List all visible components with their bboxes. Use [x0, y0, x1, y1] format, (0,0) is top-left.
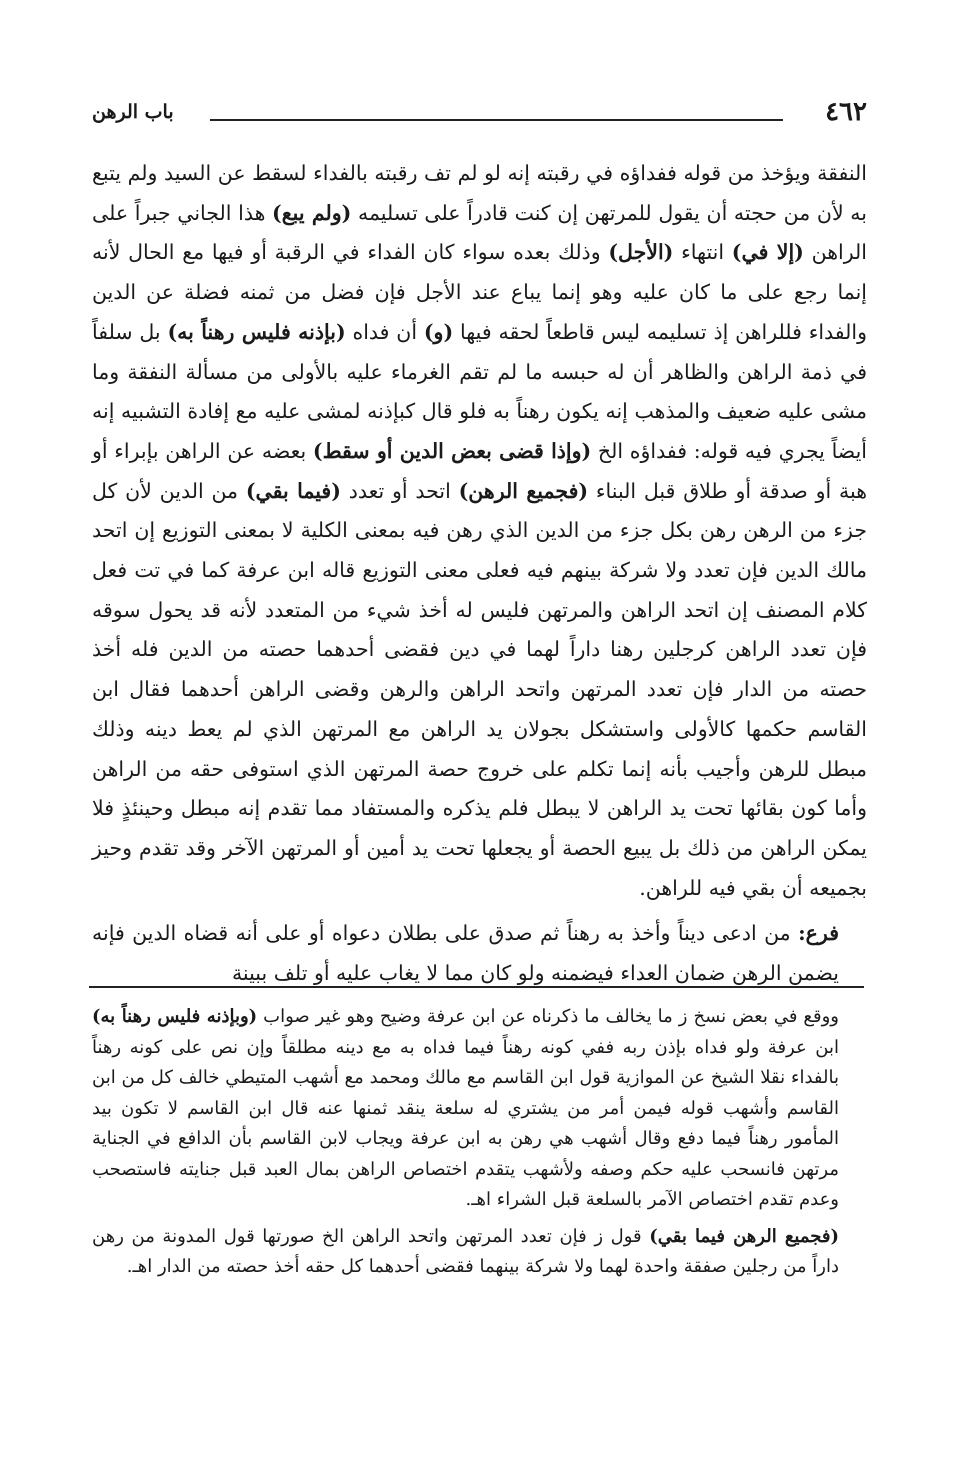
branch-paragraph: [92, 914, 867, 993]
page-header: [92, 96, 867, 130]
text-run: أن فداه: [345, 319, 424, 344]
matn-quote: (فجميع الرهن): [458, 478, 589, 503]
header-rule: [210, 119, 783, 121]
matn-quote: (الأجل): [608, 240, 674, 265]
matn-quote: (وبإذنه فليس رهناً به): [92, 1006, 258, 1027]
footnote: [92, 1002, 867, 1216]
matn-quote: (فجميع الرهن فيما بقي): [649, 1225, 839, 1247]
branch-label: فرع:: [798, 921, 839, 946]
text-run: ابن عرفة ولو فداه بإذن ربه ففي كونه رهناً فيما فداه به مع دينه مطلقاً وإن نص على كونه رهناً بالفداء نقلا الشيخ عن الموازية قول ابن القاسم مع مالك ومحمد مع أشهب المتيطي خالف كل من ابن القاسم وأشهب قوله فيمن أمر من يشتري له سلعة ينقد ثمنها عنه قال ابن القاسم لا تكون بيد المأمور رهناً فيما دفع وقال أشهب هي رهن به ابن عرفة ويجاب لابن القاسم بأن الدافع في الجناية مرتهن فانسحب عليه حكم وصفه ولأشهب يتقدم اختصاص الراهن بمال العبد قبل جنايته فاستصحب وعدم تقدم اختصاص الآمر بالسلعة قبل الشراء اهـ.: [92, 1036, 839, 1210]
text-run: بعضه عن الراهن بإبراء أو هبة أو صدقة أو طلاق قبل البناء: [92, 438, 868, 503]
footnote-separator: [89, 986, 864, 988]
matn-quote: (ولم يبع): [272, 200, 352, 225]
footnote: [92, 1222, 867, 1283]
matn-quote: (بإذنه فليس رهناً به): [167, 319, 346, 344]
text-run: بل سلفاً في ذمة الراهن والظاهر أن له حبسه ما لم تقم الغرماء عليه بالأولى من مسألة النفقة وما مشى عليه ضعيف والمذهب إنه يكون رهناً به فلو قال كبإذنه لمشى عليه مع إفادة التشبيه إنه أيضاً يجري فيه قوله: ففداؤه الخ: [92, 319, 867, 463]
text-run: قول ز فإن تعدد المرتهن واتحد الراهن الخ صورتها قول المدونة من رهن داراً من رجلين صفقة واحدة لهما ولا شركة بينهما فقضى أحدهما كل حقه أخذ حصته من الدار اهـ.: [92, 1225, 839, 1277]
text-run: انتهاء: [673, 240, 732, 265]
footnotes: [92, 1002, 867, 1283]
text-run: ووقع في بعض نسخ ز ما يخالف ما ذكرناه عن ابن عرفة وضيح وهو غير صواب: [257, 1006, 840, 1027]
running-title: باب الرهن: [92, 101, 174, 123]
main-text: [92, 154, 867, 994]
main-paragraph: [92, 154, 867, 908]
text-run: من الدين لأن كل جزء من الرهن رهن بكل جزء من الدين الذي رهن فيه بمعنى الكلية لا بمعنى التوزيع إن اتحد مالك الدين فإن تعدد ولا شركة بينهم فيه فعلى معنى التوزيع قاله ابن عرفة كما في تت فعل كلام المصنف إن اتحد الراهن والمرتهن فليس له أخذ شيء من المتعدد لأنه قد يحول سوقه فإن تعدد الراهن كرجلين رهنا داراً لهما في دين فقضى أحدهما حصته من الدين فله أخذ حصته من الدار فإن تعدد المرتهن واتحد الراهن والرهن وقضى الراهن أحدهما فقال ابن القاسم حكمها كالأولى واستشكل بجولان يد الراهن مع المرتهن الذي لم يعط دينه وذلك مبطل للرهن وأجيب بأنه إنما تكلم على خروج حصة المرتهن الذي استوفى حقه من الراهن وأما كون بقائها تحت يد الراهن لا يبطل فلم يذكره والمستفاد مما تقدم إنه مبطل وحينئذٍ فلا يمكن الراهن من ذلك بل يبيع الحصة أو يجعلها تحت يد أمين أو المرتهن الآخر وقد تقدم وحيز بجميعه أن بقي فيه للراهن.: [92, 478, 867, 900]
text-run: وذلك بعده سواء كان الفداء في الرقبة أو فيها مع الحال لأنه إنما رجع على ما كان عليه وهو إنما يباع عند الأجل فإن فضل من ثمنه فضلة عن الدين والفداء فللراهن إذ تسليمه ليس قاطعاً لحقه فيها: [92, 240, 867, 344]
page-number: ٤٦٢: [825, 97, 867, 127]
matn-quote: (وإذا قضى بعض الدين أو سقط): [312, 438, 592, 463]
text-run: هذا الجاني جبراً على الراهن: [92, 200, 867, 265]
matn-quote: (و): [423, 319, 454, 344]
text-run: اتحد أو تعدد: [340, 478, 459, 503]
text-run: من ادعى ديناً وأخذ به رهناً ثم صدق على بطلان دعواه أو على أنه قضاه الدين فإنه يضمن الرهن ضمان العداء فيضمنه ولو كان مما لا يغاب عليه أو تلف ببينة: [92, 921, 839, 986]
text-run: النفقة ويؤخذ من قوله ففداؤه في رقبته إنه لو لم تف رقبته بالفداء لسقط عن السيد ولم يتبع به لأن من حجته أن يقول للمرتهن إن كنت قادراً على تسليمه: [92, 161, 867, 225]
matn-quote: (فيما بقي): [245, 478, 341, 503]
matn-quote: (إلا في): [731, 240, 804, 265]
